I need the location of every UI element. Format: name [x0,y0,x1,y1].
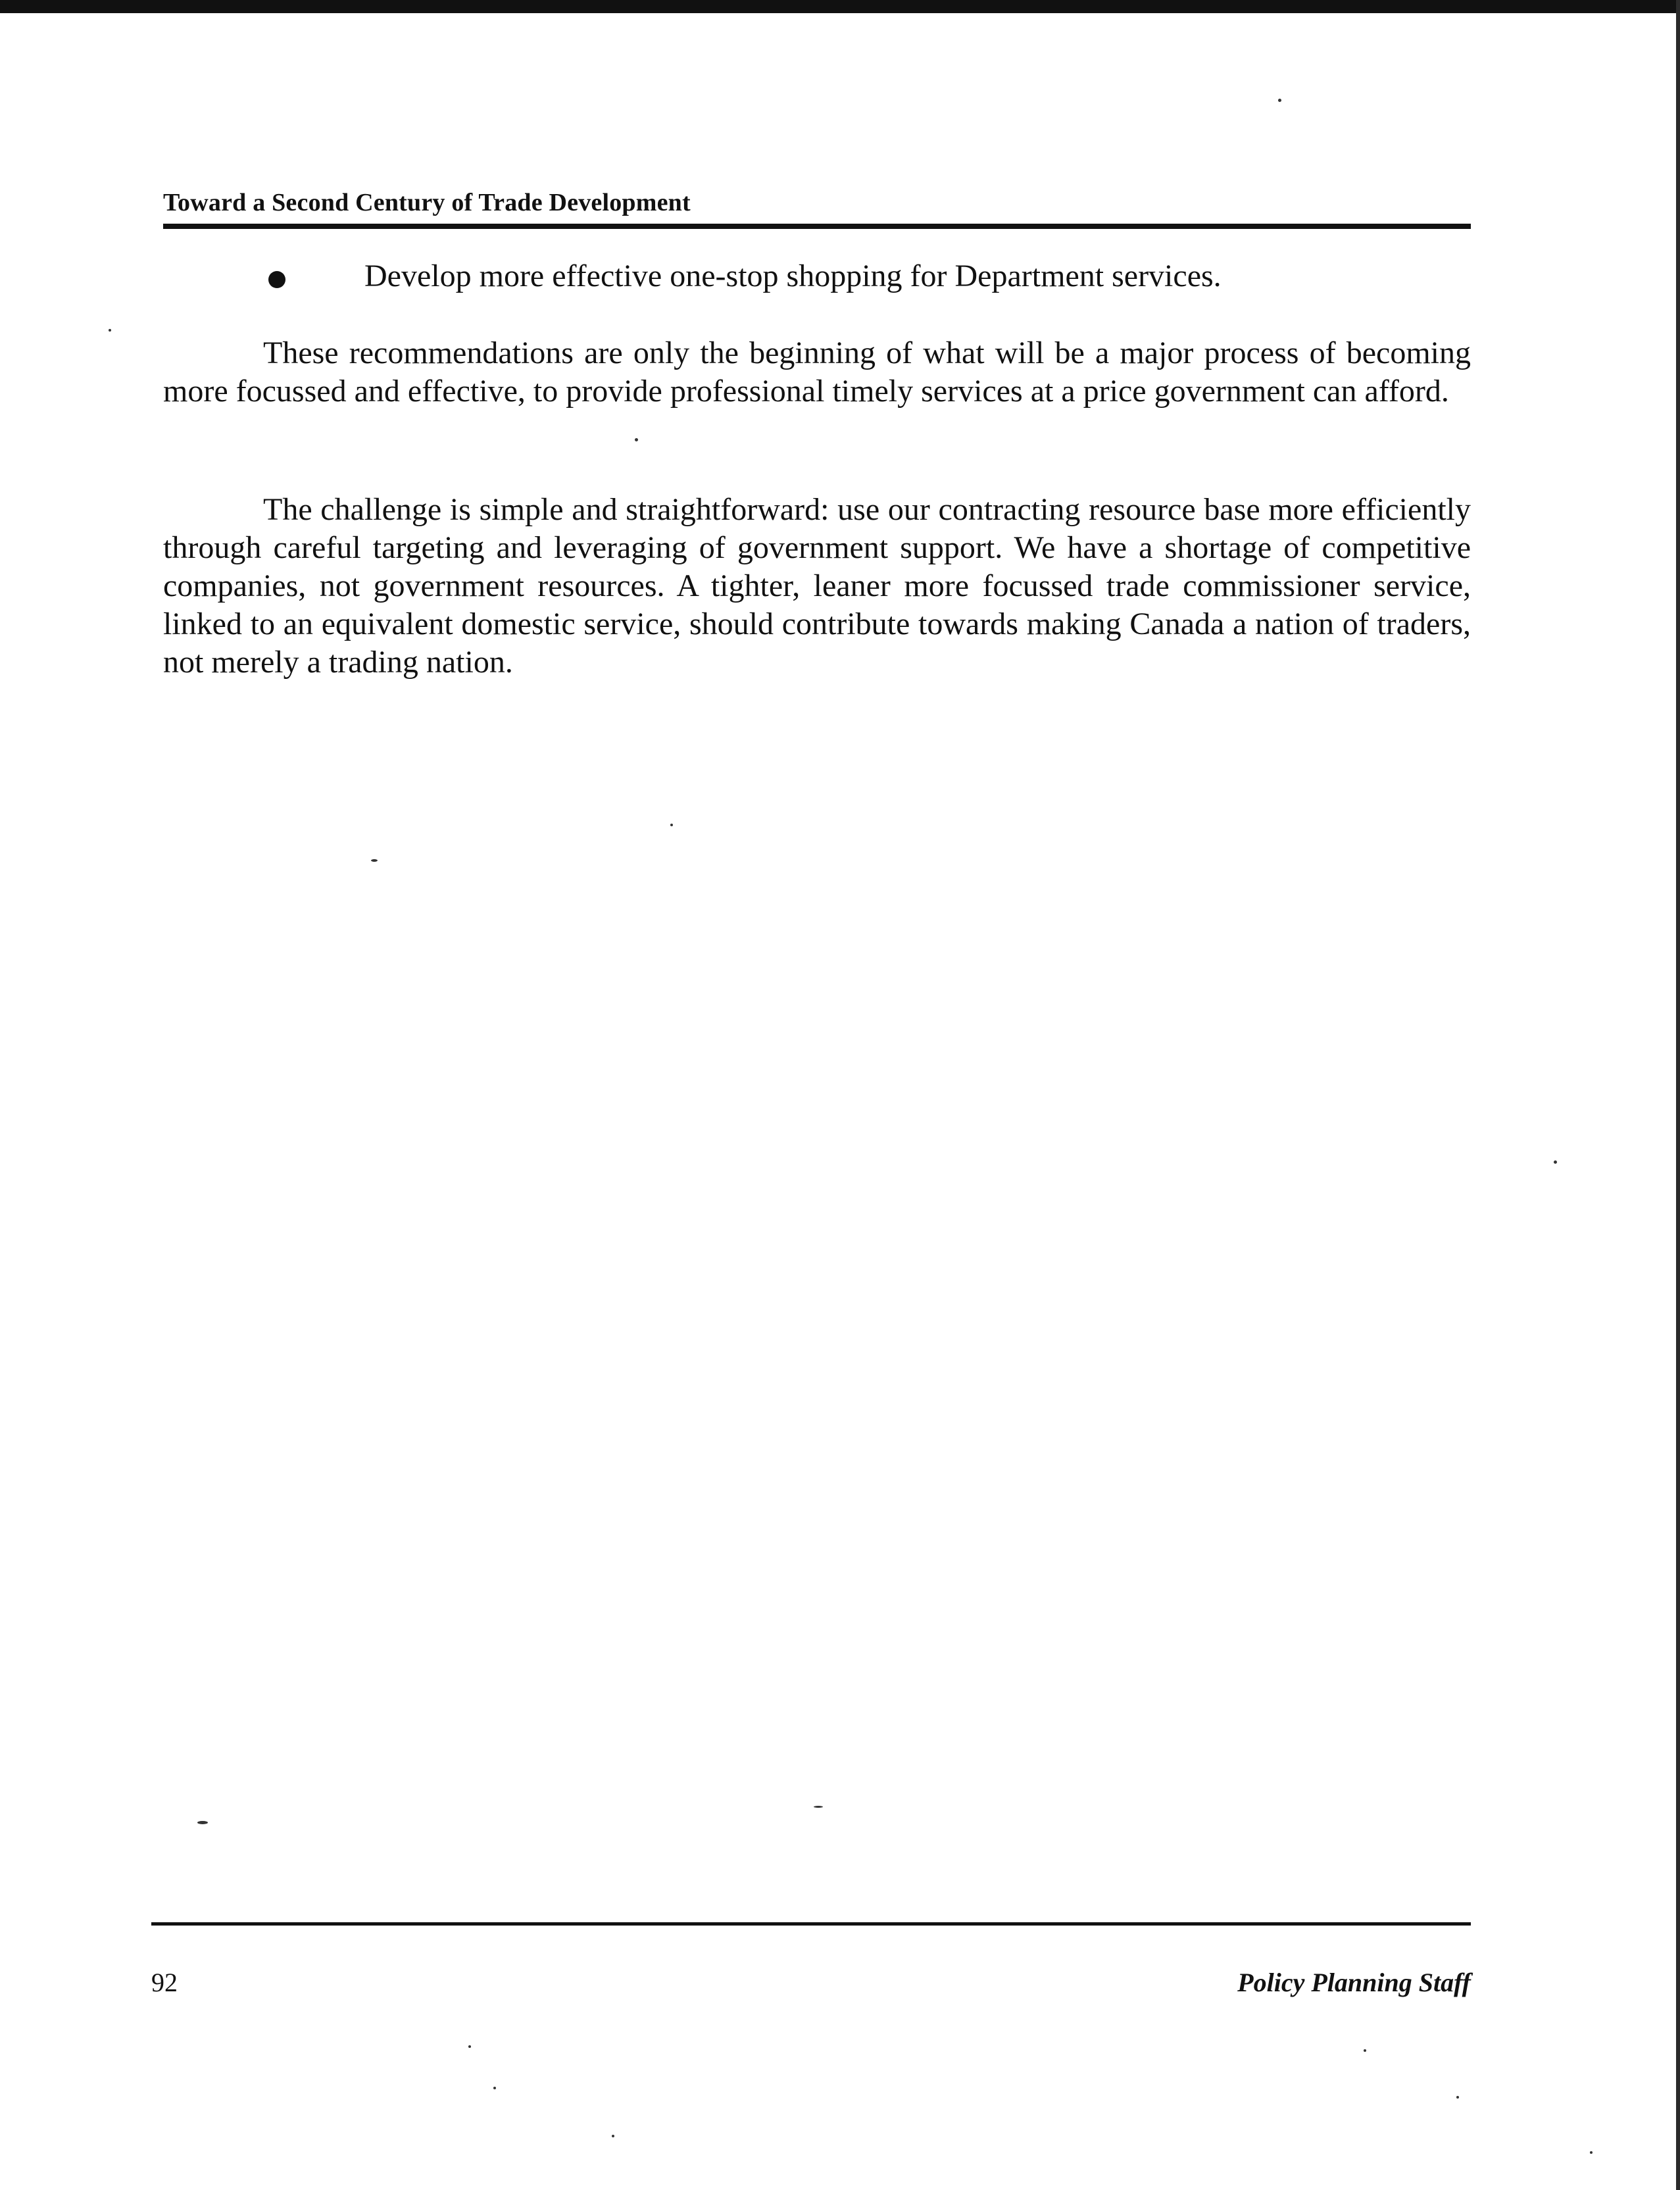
scan-speck [670,824,673,826]
scan-border-top [0,0,1680,13]
paragraph-recommendations: These recommendations are only the beginning of what will be a major process of becoming more focussed and effective, to provide professional timely services at a price government can afford. [163,336,1471,409]
scan-border-right [1676,0,1680,2190]
scan-speck [493,2087,496,2089]
scan-speck [1364,2049,1366,2052]
scan-speck [1554,1160,1557,1164]
scan-speck [1456,2096,1459,2099]
scan-speck [109,329,111,332]
paragraph-challenge: The challenge is simple and straightforward: use our contracting resource base more efficiently through careful targeting and leveraging of government support. We have a shortage of competitive companies, not government resources. A tighter, leaner more focussed trade commissioner service, linked to an equivalent domestic service, should contribute towards making Canada a nation of traders, not merely a trading nation. [163,492,1471,680]
scan-speck [814,1806,823,1808]
bullet-list-item [163,257,1471,296]
scan-speck [197,1821,208,1824]
scan-speck [1590,2151,1593,2154]
header-rule [163,224,1471,229]
running-header: Toward a Second Century of Trade Development [163,189,691,216]
scan-speck [612,2135,614,2137]
scan-speck [1278,99,1281,102]
scan-speck [371,859,378,862]
footer-publisher: Policy Planning Staff [1237,1968,1471,1997]
bullet-text: Develop more effective one-stop shopping for Department services. [364,259,1222,293]
page-number: 92 [151,1968,178,1997]
bullet-icon [268,271,285,288]
scan-speck [635,438,638,441]
footer-rule [151,1922,1471,1926]
scan-speck [468,2045,471,2048]
